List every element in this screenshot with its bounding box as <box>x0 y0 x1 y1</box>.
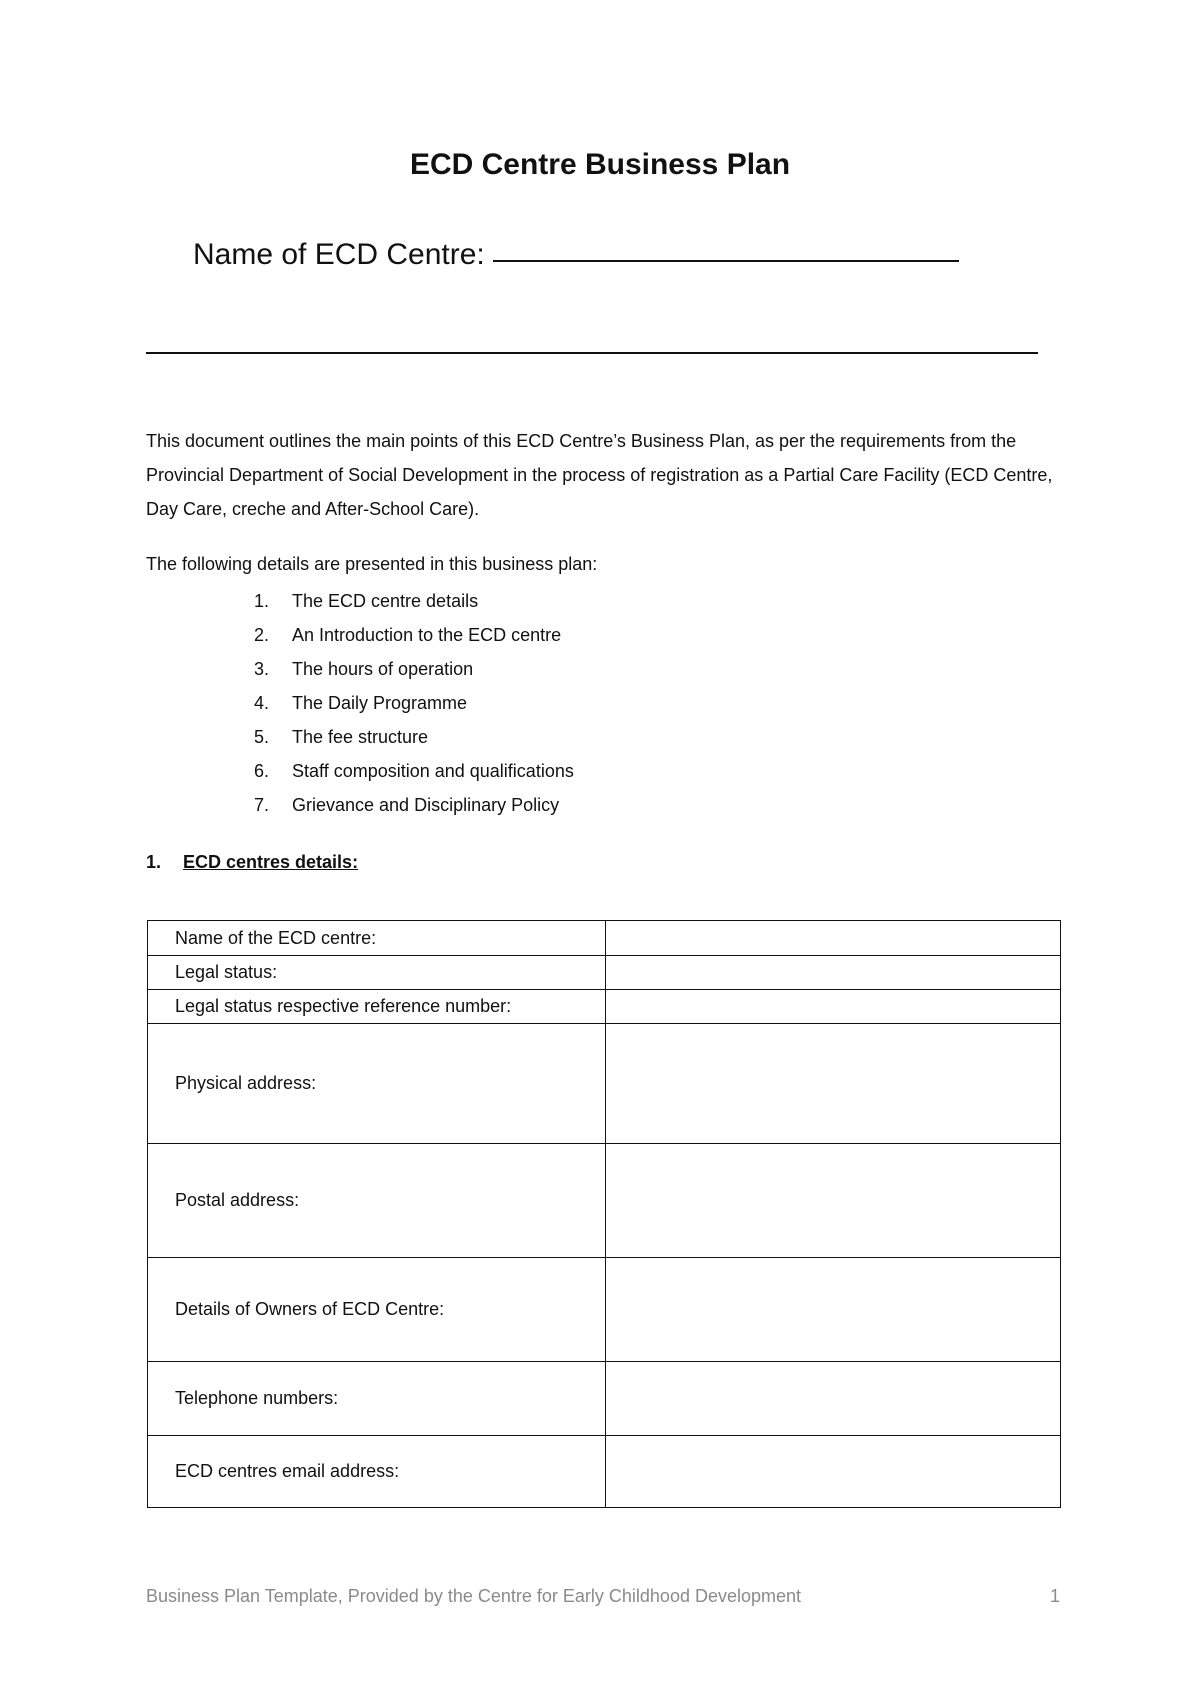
table-value-cell[interactable] <box>606 921 1061 956</box>
table-value-cell[interactable] <box>606 1024 1061 1144</box>
table-row <box>148 921 1061 956</box>
toc-item <box>254 720 574 754</box>
toc-item-number: 3. <box>254 659 270 679</box>
centre-name-line <box>193 238 959 272</box>
table-label-cell: Details of Owners of ECD Centre: <box>148 1258 606 1362</box>
table-row <box>148 1258 1061 1362</box>
toc-item-number: 1. <box>254 591 270 611</box>
toc-item-number: 5. <box>254 727 270 747</box>
centre-name-continuation-line[interactable] <box>146 352 1038 354</box>
toc-item <box>254 584 574 618</box>
section-1-number: 1. <box>146 852 162 872</box>
table-value-cell[interactable] <box>606 1144 1061 1258</box>
page-footer: Business Plan Template, Provided by the Centre for Early Childhood Development <box>146 1586 802 1606</box>
table-value-cell[interactable] <box>606 1258 1061 1362</box>
toc-item <box>254 686 574 720</box>
table-label-cell: ECD centres email address: <box>148 1436 606 1508</box>
table-value-cell[interactable] <box>606 1436 1061 1508</box>
toc-item-number: 4. <box>254 693 270 713</box>
toc-item <box>254 754 574 788</box>
toc-item-number: 7. <box>254 795 270 815</box>
toc-item-text: Grievance and Disciplinary Policy <box>292 795 560 815</box>
table-value-cell[interactable] <box>606 956 1061 990</box>
toc-list <box>254 584 574 822</box>
table-label-cell: Postal address: <box>148 1144 606 1258</box>
toc-item-text: The hours of operation <box>292 659 474 679</box>
table-value-cell[interactable] <box>606 1362 1061 1436</box>
centre-name-blank[interactable] <box>493 260 959 262</box>
intro-paragraph: This document outlines the main points of this ECD Centre’s Business Plan, as per the requirements from the Provincial Department of Social Development in the process of registration as a Partial Care Facility (ECD Centre, Day Care, creche and After-School Care). <box>146 431 1053 519</box>
table-value-cell[interactable] <box>606 990 1061 1024</box>
centre-details-table <box>147 920 1061 1508</box>
centre-name-label: Name of ECD Centre: <box>193 238 485 271</box>
toc-item-text: The ECD centre details <box>292 591 479 611</box>
table-label-cell: Physical address: <box>148 1024 606 1144</box>
toc-item-text: The Daily Programme <box>292 693 468 713</box>
table-row <box>148 1436 1061 1508</box>
toc-item <box>254 652 574 686</box>
page-number: 1 <box>1050 1586 1061 1606</box>
table-row <box>148 990 1061 1024</box>
table-row <box>148 1362 1061 1436</box>
toc-item <box>254 788 574 822</box>
toc-item-text: An Introduction to the ECD centre <box>292 625 562 645</box>
section-1-title: ECD centres details: <box>183 852 359 872</box>
toc-item-number: 2. <box>254 625 270 645</box>
toc-item-number: 6. <box>254 761 270 781</box>
table-label-cell: Name of the ECD centre: <box>148 921 606 956</box>
table-label-cell: Telephone numbers: <box>148 1362 606 1436</box>
toc-item-text: Staff composition and qualifications <box>292 761 574 781</box>
table-label-cell: Legal status respective reference number: <box>148 990 606 1024</box>
page-title: ECD Centre Business Plan <box>409 148 791 181</box>
table-row <box>148 956 1061 990</box>
toc-item <box>254 618 574 652</box>
section-1-heading <box>146 852 358 873</box>
table-row <box>148 1144 1061 1258</box>
toc-lead-text: The following details are presented in this business plan: <box>146 554 598 574</box>
table-label-cell: Legal status: <box>148 956 606 990</box>
table-row <box>148 1024 1061 1144</box>
toc-item-text: The fee structure <box>292 727 429 747</box>
